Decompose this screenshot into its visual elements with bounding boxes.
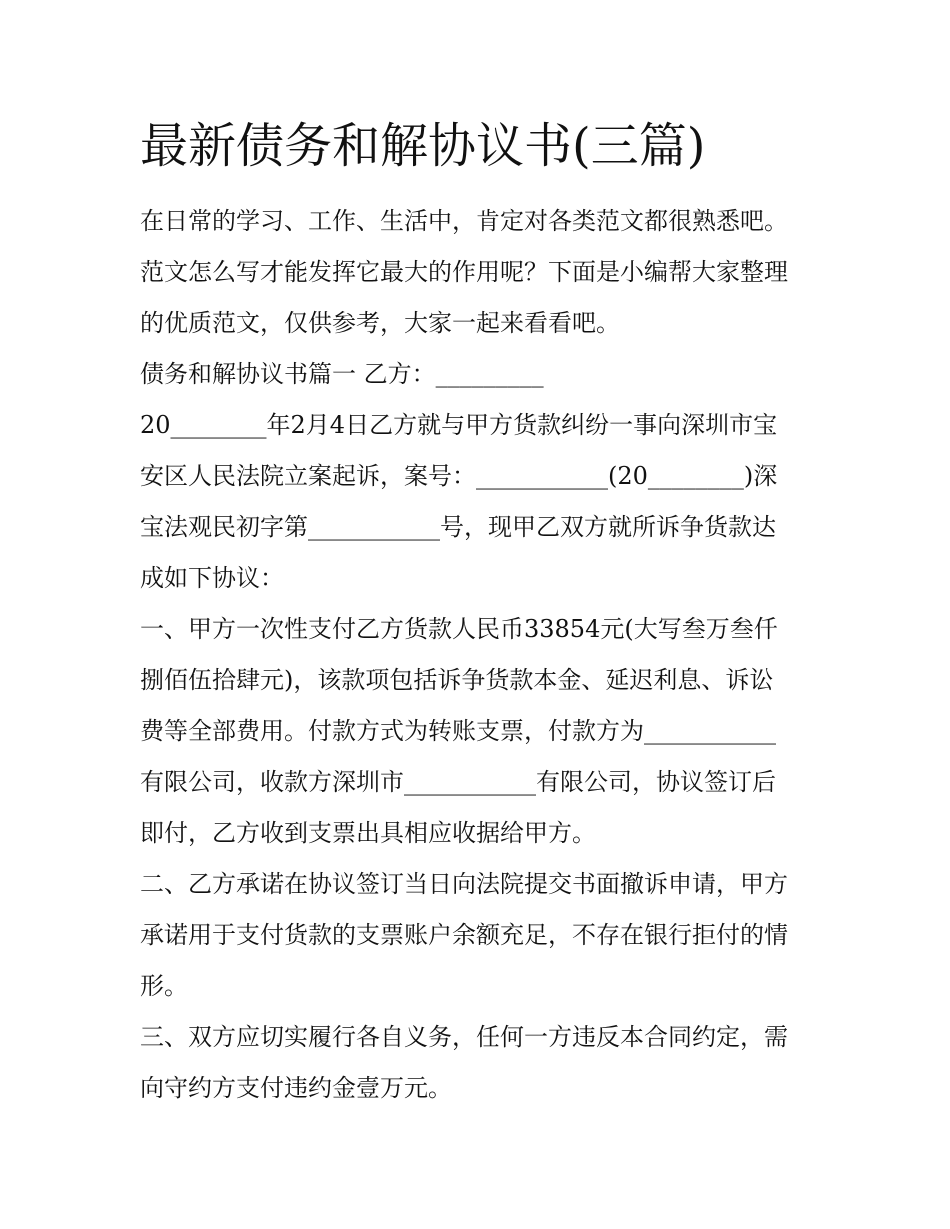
paragraph-line: 成如下协议： [140,564,284,592]
clause-line: 费等全部费用。付款方式为转账支票，付款方为___________ [140,717,776,745]
clause-line: 二、乙方承诺在协议签订当日向法院提交书面撤诉申请，甲方 [140,870,788,898]
document-title: 最新债务和解协议书(三篇) [140,118,706,174]
clause-line: 三、双方应切实履行各自义务，任何一方违反本合同约定，需 [140,1023,788,1051]
paragraph-line: 宝法观民初字第___________号，现甲乙双方就所诉争货款达 [140,513,776,541]
paragraph-line: 20________年2月4日乙方就与甲方货款纠纷一事向深圳市宝 [140,411,778,439]
clause-line: 有限公司，收款方深圳市___________有限公司，协议签订后 [140,768,776,796]
clause-line: 向守约方支付违约金壹万元。 [140,1074,452,1102]
clause-line: 承诺用于支付货款的支票账户余额充足，不存在银行拒付的情 [140,921,788,949]
clause-line: 一、甲方一次性支付乙方货款人民币33854元(大写叁万叁仟 [140,615,778,643]
section-heading-line: 债务和解协议书篇一 乙方：_________ [140,360,544,388]
clause-line: 捌佰伍拾肆元)，该款项包括诉争货款本金、延迟利息、诉讼 [140,666,774,694]
paragraph-line: 安区人民法院立案起诉，案号：___________(20________)深 [140,462,778,490]
document-body [140,196,812,1114]
clause-line: 即付，乙方收到支票出具相应收据给甲方。 [140,819,596,847]
paragraph-line: 范文怎么写才能发挥它最大的作用呢？下面是小编帮大家整理 [140,258,788,286]
paragraph-line: 在日常的学习、工作、生活中，肯定对各类范文都很熟悉吧。 [140,207,788,235]
clause-line: 形。 [140,972,188,1000]
paragraph-line: 的优质范文，仅供参考，大家一起来看看吧。 [140,309,620,337]
